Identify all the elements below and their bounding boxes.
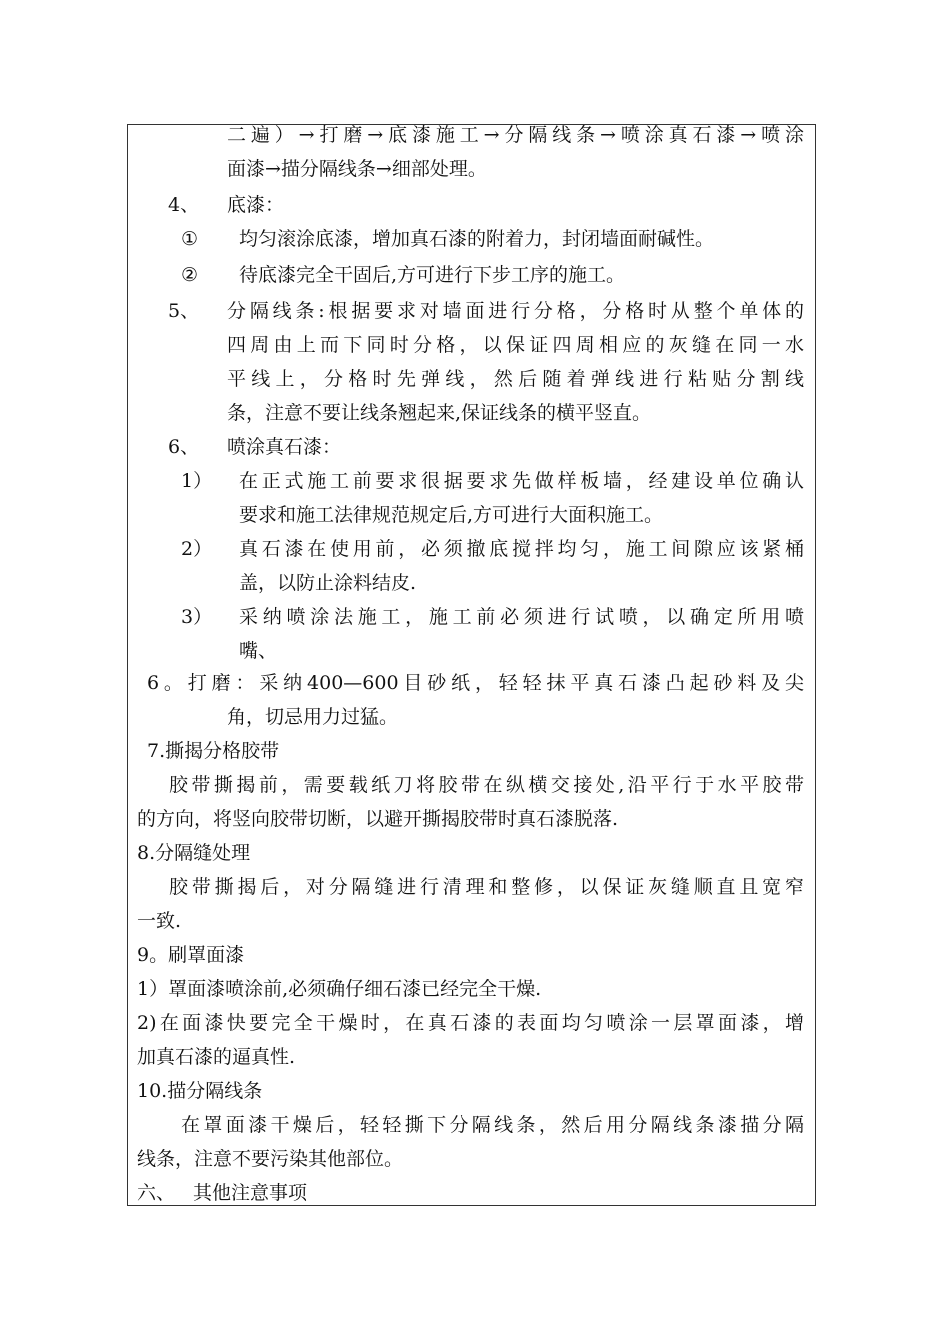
divider-para-line-3: 平线上，分格时先弹线，然后随着弹线进行粘贴分割线 xyxy=(227,368,804,390)
item-number-5: 5、 xyxy=(168,300,200,322)
process-line-1: 二遍）→打磨→底漆施工→分隔线条→喷涂真石漆→喷涂 xyxy=(227,124,804,146)
spray-step-1-line-2: 要求和施工法律规范规定后,方可进行大面积施工。 xyxy=(239,504,664,526)
section-heading-7: 7.撕揭分格胶带 xyxy=(147,740,280,762)
divider-para-line-1: 分隔线条:根据要求对墙面进行分格，分格时从整个单体的 xyxy=(227,300,804,322)
joint-para-line-2: 一致. xyxy=(137,910,182,932)
divider-para-line-4: 条，注意不要让线条翘起来,保证线条的横平竖直。 xyxy=(227,402,652,424)
circled-number-1: ① xyxy=(181,228,199,250)
document-frame xyxy=(127,124,816,1206)
joint-para-line-1: 胶带撕揭后，对分隔缝进行清理和整修，以保证灰缝顺直且宽窄 xyxy=(169,876,804,898)
section-heading-8: 8.分隔缝处理 xyxy=(137,842,251,864)
spray-step-2-line-2: 盖，以防止涂料结皮. xyxy=(239,572,417,594)
item-number-4: 4、 xyxy=(168,194,200,216)
spray-step-2-line-1: 真石漆在使用前，必须撤底搅拌均匀，施工间隙应该紧桶 xyxy=(239,538,804,560)
circled-number-2: ② xyxy=(181,264,199,286)
primer-step-2: 待底漆完全干固后,方可进行下步工序的施工。 xyxy=(239,264,626,286)
item-number-6: 6、 xyxy=(168,436,200,458)
sub-number-2: 2） xyxy=(181,538,213,560)
section-heading-9: 9。刷罩面漆 xyxy=(137,944,245,966)
spray-step-1-line-1: 在正式施工前要求很据要求先做样板墙，经建设单位确认 xyxy=(239,470,804,492)
divider-para-line-2: 四周由上而下同时分格，以保证四周相应的灰缝在同一水 xyxy=(227,334,804,356)
tape-para-line-1: 胶带撕揭前，需要载纸刀将胶带在纵横交接处,沿平行于水平胶带 xyxy=(169,774,804,796)
item-heading-primer: 底漆： xyxy=(227,194,285,216)
sub-number-1: 1） xyxy=(181,470,213,492)
topcoat-step-2-line-2: 加真石漆的逼真性. xyxy=(137,1046,296,1068)
process-line-2: 面漆→描分隔线条→细部处理。 xyxy=(227,158,487,180)
topcoat-step-2-line-1: 2)在面漆快要完全干燥时，在真石漆的表面均匀喷涂一层罩面漆，增 xyxy=(137,1012,804,1034)
tape-para-line-2: 的方向，将竖向胶带切断，以避开撕揭胶带时真石漆脱落. xyxy=(137,808,619,830)
spray-step-3-line-2: 嘴、 xyxy=(239,640,278,662)
item-heading-spray: 喷涂真石漆： xyxy=(227,436,342,458)
line-drawing-para-line-2: 线条，注意不要污染其他部位。 xyxy=(137,1148,404,1170)
section-heading-other-notes: 其他注意事项 xyxy=(193,1182,308,1204)
primer-step-1: 均匀滚涂底漆，增加真石漆的附着力，封闭墙面耐碱性。 xyxy=(239,228,715,250)
topcoat-step-1: 1）罩面漆喷涂前,必须确仔细石漆已经完全干燥. xyxy=(137,978,542,1000)
sub-number-3: 3） xyxy=(181,606,213,628)
section-heading-10: 10.描分隔线条 xyxy=(137,1080,263,1102)
sanding-line-2: 角，切忌用力过猛。 xyxy=(227,706,399,728)
spray-step-3-line-1: 采纳喷涂法施工，施工前必须进行试喷，以确定所用喷 xyxy=(239,606,804,628)
section-number-six: 六、 xyxy=(137,1182,176,1204)
line-drawing-para-line-1: 在罩面漆干燥后，轻轻撕下分隔线条，然后用分隔线条漆描分隔 xyxy=(181,1114,804,1136)
sanding-line-1: 6。打磨：采纳400—600目砂纸，轻轻抹平真石漆凸起砂料及尖 xyxy=(147,672,804,694)
